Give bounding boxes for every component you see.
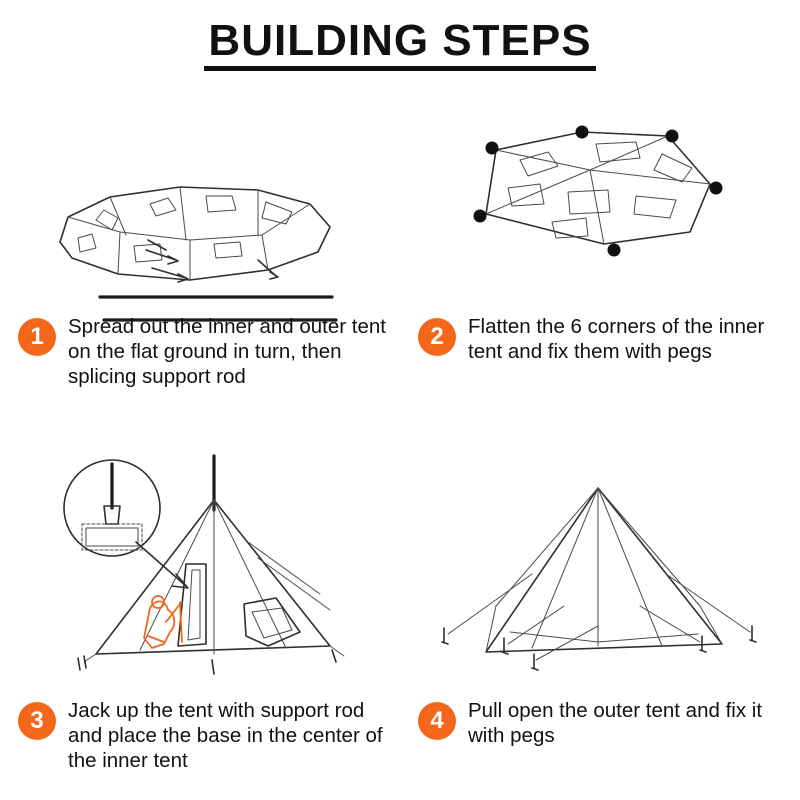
step-card-2 <box>400 92 800 446</box>
step-3-badge: 3 <box>18 702 56 740</box>
corner-label-5: 5 <box>477 212 483 223</box>
corner-label-2: 2 <box>669 132 675 143</box>
step-3-caption <box>18 698 388 773</box>
step-card-4 <box>400 446 800 800</box>
step-3-text: Jack up the tent with support rod and place the base in the center of the inner tent <box>68 699 383 772</box>
tent-raised-with-pole-illustration <box>0 446 400 696</box>
corner-label-3: 3 <box>713 184 719 195</box>
step-2-caption <box>418 314 788 364</box>
step-1-text: Spread out the inner and outer tent on the flat ground in turn, then splicing support rod <box>68 315 386 388</box>
step-card-1 <box>0 92 400 446</box>
step-4-caption <box>418 698 788 748</box>
corner-label-1: 1 <box>579 128 585 139</box>
corner-label-4: 4 <box>611 246 617 257</box>
step-4-text: Pull open the outer tent and fix it with pegs <box>468 699 763 747</box>
corner-label-6: 6 <box>489 144 495 155</box>
hexagon-inner-tent-corners-illustration <box>400 92 800 332</box>
steps-grid <box>0 92 800 800</box>
step-card-3 <box>0 446 400 800</box>
page-title: BUILDING STEPS <box>204 18 595 71</box>
flat-tent-and-poles-illustration <box>0 92 400 332</box>
step-1-caption <box>18 314 388 389</box>
step-1-badge: 1 <box>18 318 56 356</box>
step-2-text: Flatten the 6 corners of the inner tent and fix them with pegs <box>468 315 765 363</box>
step-2-badge: 2 <box>418 318 456 356</box>
page-title-wrap <box>0 0 800 71</box>
step-4-badge: 4 <box>418 702 456 740</box>
outer-tent-pegged-illustration <box>400 446 800 696</box>
